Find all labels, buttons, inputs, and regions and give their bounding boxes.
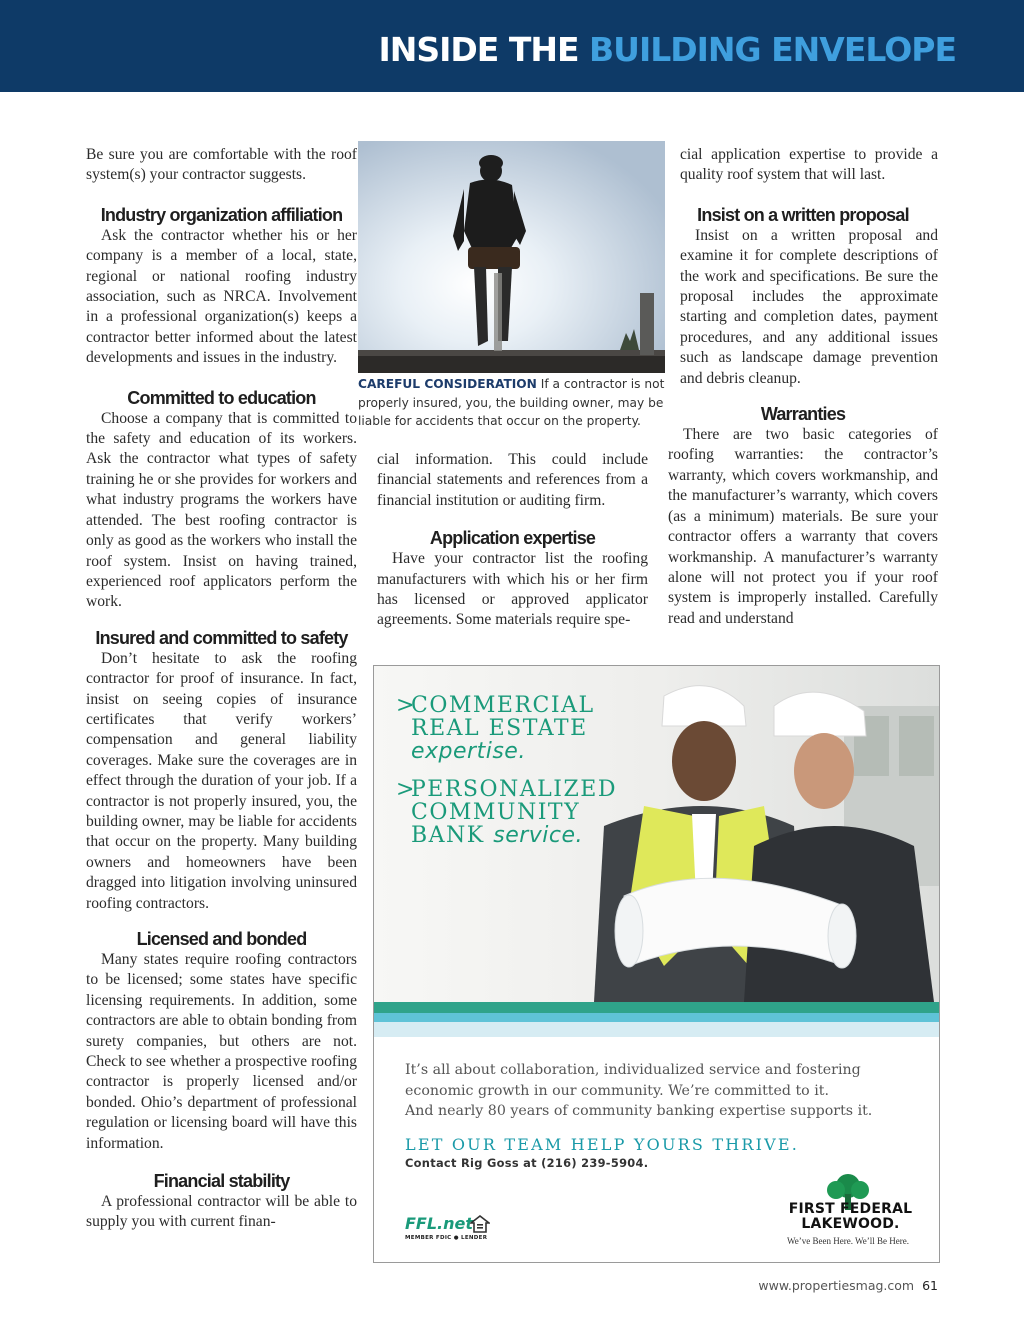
arrow-icon: > bbox=[396, 777, 416, 802]
first-federal-logo bbox=[778, 1172, 918, 1252]
page-footer bbox=[758, 1278, 938, 1293]
ad-stripe bbox=[374, 1013, 939, 1022]
headline-emphasis: service. bbox=[493, 823, 584, 848]
ffl-member-fdic: MEMBER FDIC ● LENDER bbox=[405, 1235, 488, 1241]
subheading-application: Application expertise bbox=[429, 528, 596, 549]
ad-contact: Contact Rig Goss at (216) 239-5904. bbox=[405, 1156, 649, 1170]
paragraph: Insist on a written proposal and examine it for complete descriptions of the work and specifications. Be sure the proposal includes the approximate starting and completion dates, payment procedures, and any additional issues such as landscape damage prevention and debris cleanup. bbox=[680, 226, 938, 387]
ad-headline-2 bbox=[396, 778, 626, 847]
headline-line: REAL ESTATE bbox=[411, 716, 588, 741]
headline-emphasis: expertise. bbox=[411, 739, 526, 764]
roofer-photo bbox=[358, 141, 665, 373]
subheading-industry: Industry organization affiliation bbox=[100, 204, 343, 225]
footer-url[interactable]: www.propertiesmag.com bbox=[758, 1278, 915, 1293]
headline-line: PERSONALIZED bbox=[411, 777, 617, 802]
photo-caption bbox=[358, 375, 668, 431]
brand-name-line: FIRST FEDERAL bbox=[788, 1201, 913, 1217]
article-column-2 bbox=[377, 450, 648, 631]
section-header bbox=[0, 0, 1024, 92]
section-title-part1: INSIDE THE bbox=[378, 30, 579, 69]
ad-call-to-action: LET OUR TEAM HELP YOURS THRIVE. bbox=[405, 1135, 800, 1154]
article-column-3 bbox=[668, 145, 938, 629]
subheading-insured: Insured and committed to safety bbox=[95, 627, 348, 648]
paragraph: Choose a company that is committed to the safety and education of its workers. Ask the contractor what types of safety training he or she provides for workers and what industry programs the workers have attended. The best roofing contractor is only as good as the workers who install the roof system. Insist on having trained, experienced roof applicators perform the work. bbox=[86, 409, 357, 611]
bank-advertisement[interactable] bbox=[373, 665, 940, 1263]
ffl-link[interactable]: FFL.net bbox=[405, 1214, 474, 1233]
headline-line: COMMERCIAL bbox=[411, 693, 595, 718]
subheading-financial: Financial stability bbox=[153, 1171, 290, 1192]
brand-tagline: We’ve Been Here. We’ll Be Here. bbox=[786, 1236, 910, 1246]
paragraph: cial information. This could include financial statements and references from a financial institution or auditing firm. bbox=[377, 451, 648, 509]
subheading-proposal: Insist on a written proposal bbox=[697, 204, 909, 225]
brand-name-line: LAKEWOOD. bbox=[801, 1216, 900, 1232]
paragraph: Have your contractor list the roofing manufacturers with which his or her firm has licensed or approved applicator agreements. Some materials require spe- bbox=[377, 550, 648, 629]
brand-name bbox=[788, 1202, 913, 1232]
article-column-1 bbox=[86, 145, 357, 1233]
page-number: 61 bbox=[922, 1278, 938, 1293]
subheading-licensed: Licensed and bonded bbox=[136, 929, 307, 949]
equal-housing-icon bbox=[470, 1215, 490, 1233]
paragraph: A professional contractor will be able to supply you with current finan- bbox=[86, 1193, 357, 1231]
paragraph: cial application expertise to provide a quality roof system that will last. bbox=[680, 146, 938, 184]
ad-body-line: It’s all about collaboration, individualized service and fostering economic growth in our community. We’re committed to it. bbox=[405, 1062, 861, 1099]
section-title bbox=[378, 30, 956, 69]
subheading-education: Committed to education bbox=[127, 387, 316, 408]
ad-stripe bbox=[374, 1022, 939, 1037]
paragraph: Be sure you are comfortable with the roof system(s) your contractor suggests. bbox=[86, 146, 357, 184]
ad-body-line: And nearly 80 years of community banking expertise supports it. bbox=[405, 1103, 873, 1120]
paragraph: Don’t hesitate to ask the roofing contractor for proof of insurance. In fact, insist on seeing copies of insurance certificates that verify workers’ compensation and general liability coverages. Make sure the coverages are in effect through the duration of your job. If a contractor is not properly insured, you, the building owner, may be liable for accidents that occur on the property. Many building owners and homeowners have been dragged into litigation involving uninsured roofing contractors. bbox=[86, 649, 357, 912]
caption-label: CAREFUL CONSIDERATION bbox=[358, 377, 537, 391]
subheading-warranties: Warranties bbox=[760, 404, 846, 425]
ad-headline-1 bbox=[396, 694, 626, 763]
headline-line: COMMUNITY bbox=[411, 800, 581, 825]
member-fdic: MEMBER FDIC bbox=[405, 1235, 452, 1241]
paragraph: There are two basic categories of roofing warranties: the contractor’s warranty, which covers workmanship, and the manufacturer’s warranty, which covers (as a minimum) materials. Be sure your contractor offers a warranty that covers workmanship. A manufacturer’s warranty alone will not protect you if your roof system is improperly installed. Carefully read and understand bbox=[668, 426, 938, 627]
caption-text: If a contractor is not properly insured, you, the building owner, may be liable for accidents that occur on the property. bbox=[358, 377, 665, 428]
paragraph: Ask the contractor whether his or her company is a member of a local, state, regional or national roofing industry association, such as NRCA. Involvement in a professional organization(s) keeps a contractor better informed about the latest developments and issues in the industry. bbox=[86, 226, 357, 367]
arrow-icon: > bbox=[396, 693, 416, 718]
ad-body-text bbox=[405, 1060, 915, 1122]
ad-stripe bbox=[374, 1002, 939, 1013]
section-title-part2: BUILDING ENVELOPE bbox=[589, 30, 956, 69]
headline-line: BANK bbox=[411, 823, 485, 848]
paragraph: Many states require roofing contractors to be licensed; some states have specific licensing requirements. In addition, some contractors are able to obtain bonding from surety companies, but others are not. Check to see whether a prospective roofing contractor is properly licensed and/or bonded. Ohio’s department of professional regulation or licensing board will have this information. bbox=[86, 951, 357, 1152]
lender-label: LENDER bbox=[461, 1235, 488, 1241]
